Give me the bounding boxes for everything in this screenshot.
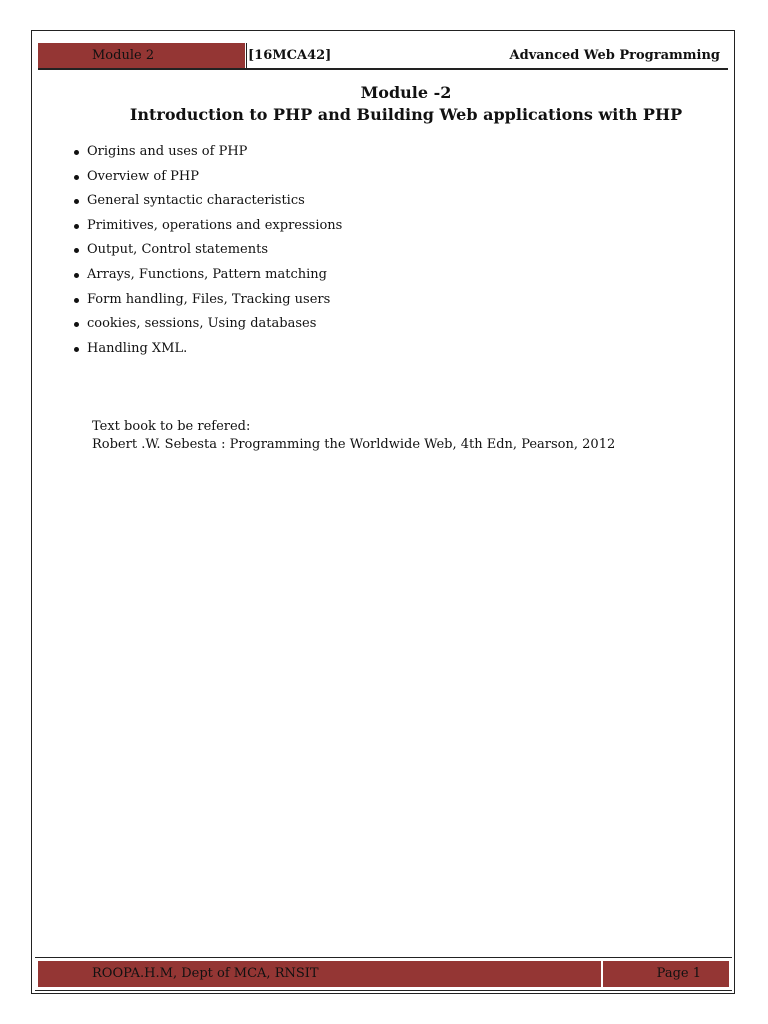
reference-book: Robert .W. Sebesta : Programming the Worldwide Web, 4th Edn, Pearson, 2012 (92, 437, 616, 452)
list-item: Form handling, Files, Tracking users (72, 289, 342, 314)
page-footer (35, 957, 732, 991)
header-subject: Advanced Web Programming (509, 48, 720, 63)
header-course-code: [16MCA42] (246, 43, 331, 68)
reference-label: Text book to be refered: (92, 419, 251, 434)
module-subtitle: Introduction to PHP and Building Web applications with PHP (129, 105, 683, 124)
list-item: Overview of PHP (72, 166, 342, 191)
topic-list (72, 141, 342, 362)
list-item: Primitives, operations and expressions (72, 215, 342, 240)
list-item: Arrays, Functions, Pattern matching (72, 264, 342, 289)
list-item: General syntactic characteristics (72, 190, 342, 215)
page-header (38, 43, 728, 70)
list-item: Origins and uses of PHP (72, 141, 342, 166)
footer-page-number: Page 1 (603, 961, 729, 987)
list-item: cookies, sessions, Using databases (72, 313, 342, 338)
footer-author: ROOPA.H.M, Dept of MCA, RNSIT (38, 961, 601, 987)
module-title: Module -2 (360, 83, 452, 102)
list-item: Handling XML. (72, 338, 342, 363)
list-item: Output, Control statements (72, 239, 342, 264)
header-module-label: Module 2 (38, 43, 245, 68)
textbook-reference (92, 418, 615, 454)
